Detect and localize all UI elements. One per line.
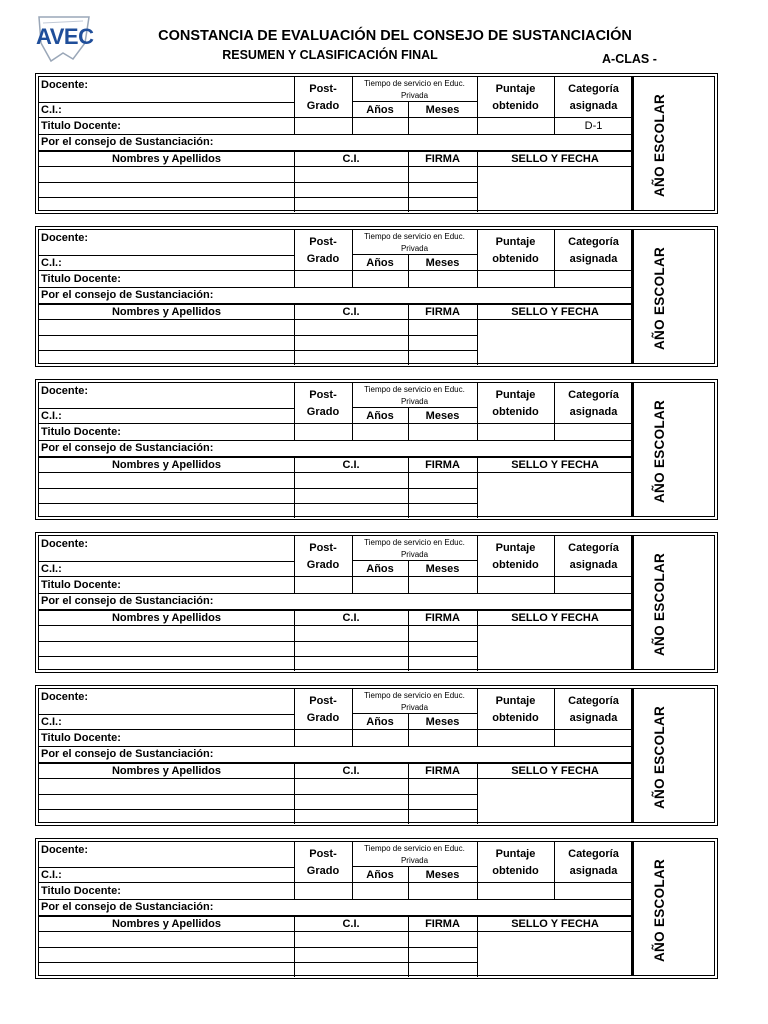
postgrado-label-2: Grado bbox=[306, 559, 340, 571]
postgrado-label-1: Post- bbox=[309, 83, 337, 95]
ci-label: C.I.: bbox=[41, 869, 62, 881]
postgrado-label-2: Grado bbox=[306, 253, 340, 265]
meses-label: Meses bbox=[425, 410, 460, 422]
ano-escolar-box bbox=[632, 76, 715, 211]
puntaje-label-1: Puntaje bbox=[495, 389, 536, 401]
categoria-label-2: asignada bbox=[569, 100, 618, 112]
sello-header: SELLO Y FECHA bbox=[511, 459, 599, 471]
consejo-label: Por el consejo de Sustanciación: bbox=[41, 748, 214, 760]
evaluation-block bbox=[35, 226, 718, 367]
evaluation-block bbox=[35, 73, 718, 214]
categoria-value[interactable]: D-1 bbox=[584, 120, 603, 132]
firma-header: FIRMA bbox=[425, 765, 460, 777]
puntaje-label-1: Puntaje bbox=[495, 83, 536, 95]
nombres-header: Nombres y Apellidos bbox=[111, 306, 221, 318]
puntaje-label-1: Puntaje bbox=[495, 848, 536, 860]
consejo-label: Por el consejo de Sustanciación: bbox=[41, 901, 214, 913]
firma-header: FIRMA bbox=[425, 153, 460, 165]
puntaje-label-2: obtenido bbox=[492, 559, 539, 571]
tiempo-label-2: Privada bbox=[400, 856, 429, 865]
sello-header: SELLO Y FECHA bbox=[511, 612, 599, 624]
postgrado-label-1: Post- bbox=[309, 542, 337, 554]
titulo-label: Titulo Docente: bbox=[41, 120, 121, 132]
ano-escolar-label: AÑO ESCOLAR bbox=[652, 399, 667, 503]
tiempo-label-2: Privada bbox=[400, 91, 429, 100]
nombres-header: Nombres y Apellidos bbox=[111, 459, 221, 471]
block-grid bbox=[38, 841, 632, 976]
tiempo-label-1: Tiempo de servicio en Educ. bbox=[364, 538, 465, 547]
ano-escolar-label: AÑO ESCOLAR bbox=[652, 705, 667, 809]
evaluation-block bbox=[35, 685, 718, 826]
puntaje-label-1: Puntaje bbox=[495, 695, 536, 707]
consejo-label: Por el consejo de Sustanciación: bbox=[41, 136, 214, 148]
ci-header: C.I. bbox=[342, 765, 360, 777]
tiempo-label-1: Tiempo de servicio en Educ. bbox=[364, 691, 465, 700]
block-grid bbox=[38, 688, 632, 823]
meses-label: Meses bbox=[425, 716, 460, 728]
tiempo-label-1: Tiempo de servicio en Educ. bbox=[364, 232, 465, 241]
postgrado-label-1: Post- bbox=[309, 236, 337, 248]
sello-header: SELLO Y FECHA bbox=[511, 918, 599, 930]
titulo-label: Titulo Docente: bbox=[41, 426, 121, 438]
block-grid bbox=[38, 382, 632, 517]
anos-label: Años bbox=[366, 563, 394, 575]
titulo-label: Titulo Docente: bbox=[41, 579, 121, 591]
categoria-label-2: asignada bbox=[569, 865, 618, 877]
tiempo-label-2: Privada bbox=[400, 244, 429, 253]
ci-label: C.I.: bbox=[41, 257, 62, 269]
categoria-label-2: asignada bbox=[569, 406, 618, 418]
postgrado-label-2: Grado bbox=[306, 712, 340, 724]
meses-label: Meses bbox=[425, 257, 460, 269]
tiempo-label-2: Privada bbox=[400, 397, 429, 406]
postgrado-label-2: Grado bbox=[306, 406, 340, 418]
titulo-label: Titulo Docente: bbox=[41, 732, 121, 744]
categoria-label-2: asignada bbox=[569, 559, 618, 571]
nombres-header: Nombres y Apellidos bbox=[111, 765, 221, 777]
docente-label: Docente: bbox=[41, 844, 89, 856]
docente-label: Docente: bbox=[41, 79, 89, 91]
ci-header: C.I. bbox=[342, 918, 360, 930]
puntaje-label-2: obtenido bbox=[492, 100, 539, 112]
ci-header: C.I. bbox=[342, 612, 360, 624]
docente-label: Docente: bbox=[41, 691, 89, 703]
evaluation-block bbox=[35, 379, 718, 520]
anos-label: Años bbox=[366, 104, 394, 116]
docente-label: Docente: bbox=[41, 385, 89, 397]
sello-header: SELLO Y FECHA bbox=[511, 153, 599, 165]
firma-header: FIRMA bbox=[425, 612, 460, 624]
consejo-label: Por el consejo de Sustanciación: bbox=[41, 595, 214, 607]
sello-header: SELLO Y FECHA bbox=[511, 306, 599, 318]
ano-escolar-box bbox=[632, 382, 715, 517]
tiempo-label-2: Privada bbox=[400, 703, 429, 712]
nombres-header: Nombres y Apellidos bbox=[111, 918, 221, 930]
anos-label: Años bbox=[366, 869, 394, 881]
ano-escolar-box bbox=[632, 688, 715, 823]
titulo-label: Titulo Docente: bbox=[41, 885, 121, 897]
ci-header: C.I. bbox=[342, 153, 360, 165]
consejo-label: Por el consejo de Sustanciación: bbox=[41, 442, 214, 454]
puntaje-label-2: obtenido bbox=[492, 712, 539, 724]
postgrado-label-1: Post- bbox=[309, 695, 337, 707]
puntaje-label-2: obtenido bbox=[492, 253, 539, 265]
firma-header: FIRMA bbox=[425, 459, 460, 471]
anos-label: Años bbox=[366, 257, 394, 269]
categoria-label-1: Categoría bbox=[568, 83, 619, 95]
nombres-header: Nombres y Apellidos bbox=[111, 153, 221, 165]
ci-label: C.I.: bbox=[41, 716, 62, 728]
page-title: CONSTANCIA DE EVALUACIÓN DEL CONSEJO DE SUSTANCIACIÓN bbox=[158, 28, 632, 44]
tiempo-label-1: Tiempo de servicio en Educ. bbox=[364, 79, 465, 88]
ano-escolar-label: AÑO ESCOLAR bbox=[652, 858, 667, 962]
categoria-label-2: asignada bbox=[569, 253, 618, 265]
ci-label: C.I.: bbox=[41, 410, 62, 422]
meses-label: Meses bbox=[425, 104, 460, 116]
tiempo-label-2: Privada bbox=[400, 550, 429, 559]
logo-text: AVEC bbox=[36, 24, 94, 49]
anos-label: Años bbox=[366, 716, 394, 728]
postgrado-label-1: Post- bbox=[309, 848, 337, 860]
ano-escolar-box bbox=[632, 535, 715, 670]
postgrado-label-2: Grado bbox=[306, 865, 340, 877]
docente-label: Docente: bbox=[41, 232, 89, 244]
ano-escolar-box bbox=[632, 229, 715, 364]
firma-header: FIRMA bbox=[425, 918, 460, 930]
nombres-header: Nombres y Apellidos bbox=[111, 612, 221, 624]
form-code: A-CLAS - bbox=[602, 52, 657, 66]
firma-header: FIRMA bbox=[425, 306, 460, 318]
titulo-label: Titulo Docente: bbox=[41, 273, 121, 285]
sello-header: SELLO Y FECHA bbox=[511, 765, 599, 777]
tiempo-label-1: Tiempo de servicio en Educ. bbox=[364, 385, 465, 394]
categoria-label-1: Categoría bbox=[568, 389, 619, 401]
categoria-label-2: asignada bbox=[569, 712, 618, 724]
categoria-label-1: Categoría bbox=[568, 695, 619, 707]
ci-label: C.I.: bbox=[41, 104, 62, 116]
page-subtitle: RESUMEN Y CLASIFICACIÓN FINAL bbox=[222, 48, 438, 62]
postgrado-label-2: Grado bbox=[306, 100, 340, 112]
puntaje-label-1: Puntaje bbox=[495, 236, 536, 248]
tiempo-label-1: Tiempo de servicio en Educ. bbox=[364, 844, 465, 853]
categoria-label-1: Categoría bbox=[568, 542, 619, 554]
ano-escolar-label: AÑO ESCOLAR bbox=[652, 552, 667, 656]
categoria-label-1: Categoría bbox=[568, 848, 619, 860]
ci-header: C.I. bbox=[342, 459, 360, 471]
categoria-label-1: Categoría bbox=[568, 236, 619, 248]
puntaje-label-2: obtenido bbox=[492, 406, 539, 418]
puntaje-label-2: obtenido bbox=[492, 865, 539, 877]
ano-escolar-label: AÑO ESCOLAR bbox=[652, 246, 667, 350]
postgrado-label-1: Post- bbox=[309, 389, 337, 401]
meses-label: Meses bbox=[425, 869, 460, 881]
consejo-label: Por el consejo de Sustanciación: bbox=[41, 289, 214, 301]
anos-label: Años bbox=[366, 410, 394, 422]
ci-header: C.I. bbox=[342, 306, 360, 318]
evaluation-block bbox=[35, 838, 718, 979]
meses-label: Meses bbox=[425, 563, 460, 575]
block-grid bbox=[38, 76, 632, 211]
block-grid bbox=[38, 535, 632, 670]
ano-escolar-box bbox=[632, 841, 715, 976]
block-grid bbox=[38, 229, 632, 364]
ci-label: C.I.: bbox=[41, 563, 62, 575]
evaluation-block bbox=[35, 532, 718, 673]
ano-escolar-label: AÑO ESCOLAR bbox=[652, 93, 667, 197]
puntaje-label-1: Puntaje bbox=[495, 542, 536, 554]
docente-label: Docente: bbox=[41, 538, 89, 550]
